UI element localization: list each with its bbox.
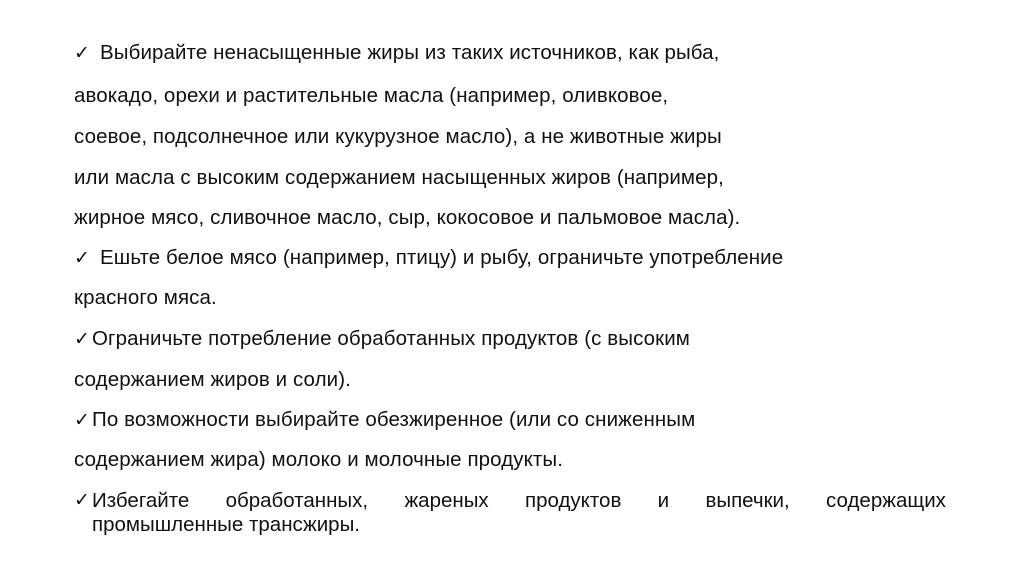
checkmark-icon: ✓ bbox=[74, 248, 91, 269]
text-line: Ешьте белое мясо (например, птицу) и рыбу, ограничьте употребление bbox=[100, 246, 784, 269]
text-line: содержанием жира) молоко и молочные продукты. bbox=[74, 448, 564, 471]
bullet-line-3 bbox=[74, 327, 690, 352]
word: Избегайте bbox=[92, 489, 190, 512]
text-line: жирное мясо, сливочное масло, сыр, кокосовое и пальмовое масла). bbox=[74, 206, 741, 229]
word: обработанных, bbox=[225, 489, 369, 512]
text-line: содержанием жиров и соли). bbox=[74, 368, 351, 391]
text-line: красного мяса. bbox=[74, 286, 217, 309]
checkmark-icon: ✓ bbox=[74, 490, 90, 511]
checkmark-icon: ✓ bbox=[74, 329, 91, 350]
bullet-line-4 bbox=[74, 408, 695, 433]
text-line: промышленные трансжиры. bbox=[92, 513, 361, 536]
text-line: Выбирайте ненасыщенные жиры из таких источников, как рыба, bbox=[100, 41, 720, 64]
text-line: авокадо, орехи и растительные масла (например, оливковое, bbox=[74, 84, 669, 107]
bullet-line-1 bbox=[74, 41, 719, 66]
bullet-line-2 bbox=[74, 246, 783, 271]
bullet-line-5 bbox=[74, 489, 946, 537]
word: продуктов bbox=[525, 489, 622, 512]
justified-text-line bbox=[92, 489, 946, 513]
text-line: соевое, подсолнечное или кукурузное масло), а не животные жиры bbox=[74, 125, 722, 148]
word: содержащих bbox=[826, 489, 946, 512]
word: и bbox=[657, 489, 670, 512]
word: выпечки, bbox=[705, 489, 790, 512]
text-line: По возможности выбирайте обезжиренное (или со сниженным bbox=[92, 408, 696, 431]
text-line: или масла с высоким содержанием насыщенных жиров (например, bbox=[74, 166, 724, 189]
checkmark-icon: ✓ bbox=[74, 43, 91, 64]
word: жареных bbox=[404, 489, 489, 512]
checkmark-icon: ✓ bbox=[74, 410, 91, 431]
text-line: Ограничьте потребление обработанных продуктов (с высоким bbox=[92, 327, 690, 350]
